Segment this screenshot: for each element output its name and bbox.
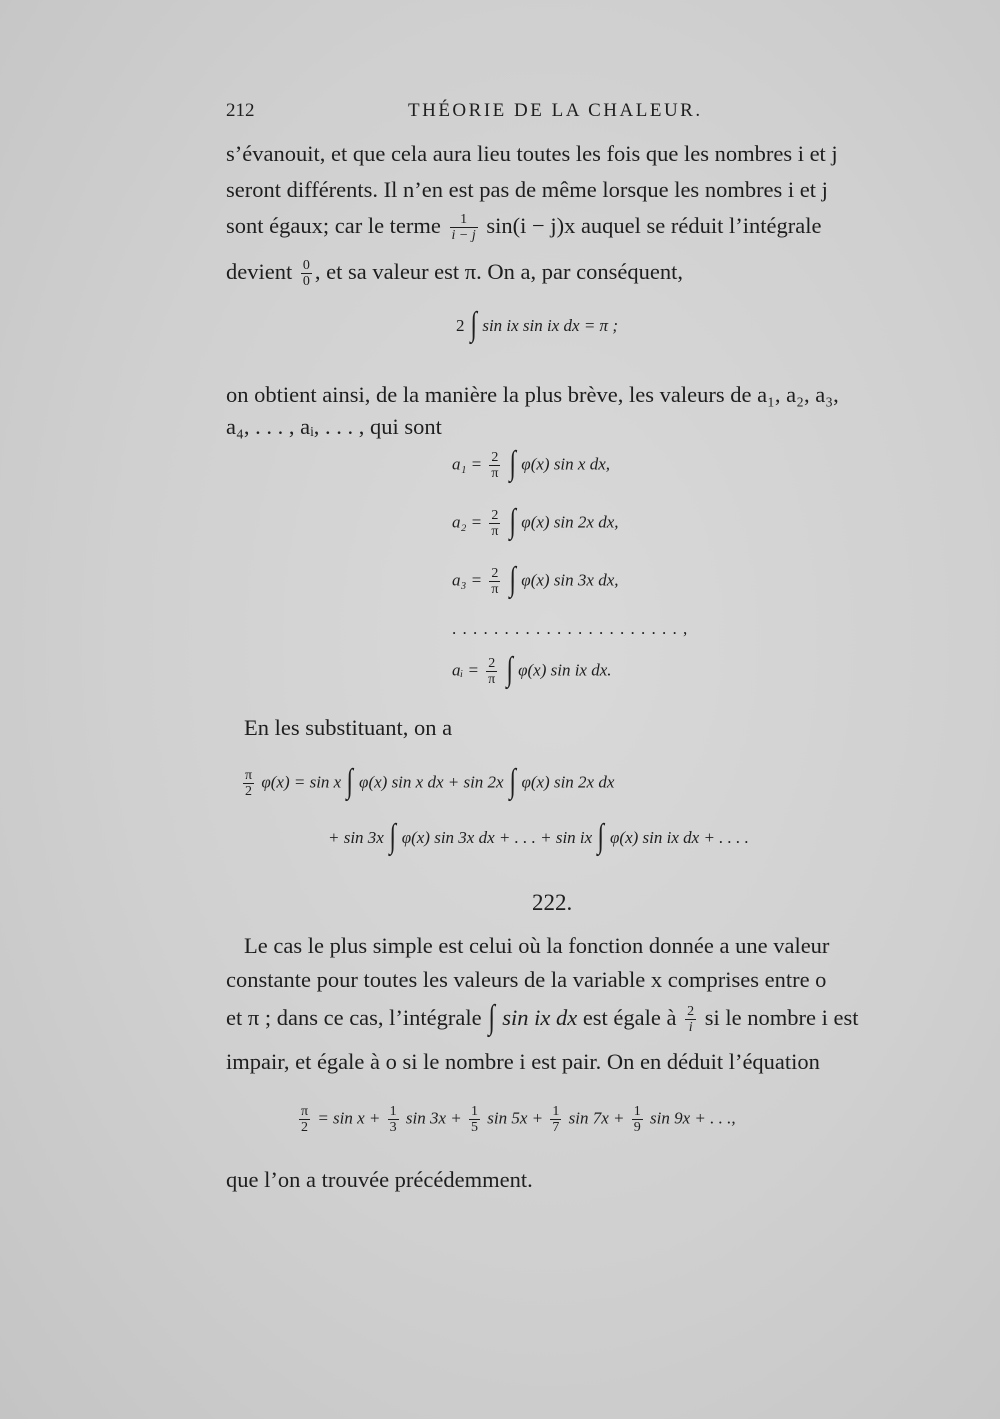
integral-sign-icon: ∫ (509, 762, 516, 800)
integral-sign-icon: ∫ (346, 762, 354, 800)
integral-sign-icon: ∫ (509, 560, 516, 598)
section-number: 222. (532, 890, 573, 915)
series-expansion-line1: $\frac{\pi}{2}$ φ(x) = sin x ∫ φ(x) sin x dx + sin 2x ∫ φ(x) sin 2x dx (245, 762, 615, 800)
paragraph1-line3: sont égaux; car le terme $\frac{1}{i - j}$ sin(i − j)x auquel se réduit l’intégrale (226, 212, 822, 244)
fraction: $\frac{1}{i - j}$ (451, 212, 476, 244)
paragraph1-line2: seront différents. Il n’en est pas de même lorsque les nombres i et j (226, 177, 828, 202)
coefficient-eq-2: a₂ = $\frac{2}{\pi}$ ∫ φ(x) sin 2x dx, (452, 502, 619, 540)
integral-sign-icon: ∫ (505, 650, 513, 688)
section-line1: Le cas le plus simple est celui où la fonction donnée a une valeur (244, 933, 830, 958)
series-expansion-line2: + sin 3x ∫ φ(x) sin 3x dx + . . . + sin ix ∫ φ(x) sin ix dx + . . . . (328, 818, 749, 856)
paragraph2-line1: on obtient ainsi, de la manière la plus brève, les valeurs de a₁, a₂, a₃, (226, 382, 839, 407)
fraction: $\frac{0}{0}$ (302, 258, 310, 290)
integral-sign-icon: ∫ (509, 444, 516, 482)
equation-orthogonality: 2 ∫ sin ix sin ix dx = π ; (456, 306, 618, 344)
coefficient-eq-3: a₃ = $\frac{2}{\pi}$ ∫ φ(x) sin 3x dx, (452, 560, 619, 598)
coefficient-eq-1: a₁ = $\frac{2}{\pi}$ ∫ φ(x) sin x dx, (452, 444, 610, 482)
paragraph2-line2: a₄, . . . , aᵢ, . . . , qui sont (226, 414, 442, 439)
integral-sign-icon: ∫ (488, 998, 496, 1036)
paragraph1-line4: devient $\frac{0}{0}$ , et sa valeur est π. On a, par conséquent, (226, 258, 683, 290)
integral-sign-icon: ∫ (509, 502, 516, 540)
integral-sign-icon: ∫ (470, 306, 477, 344)
section-line2: constante pour toutes les valeurs de la variable x comprises entre o (226, 967, 827, 992)
integral-sign-icon: ∫ (597, 818, 605, 856)
paragraph1-line1: s’évanouit, et que cela aura lieu toutes les fois que les nombres i et j (226, 141, 838, 166)
page-number: 212 (226, 100, 255, 121)
substitution-text: En les substituant, on a (244, 715, 453, 740)
running-title: THÉORIE DE LA CHALEUR. (408, 100, 703, 121)
integral-sign-icon: ∫ (389, 818, 397, 856)
section-line4: impair, et égale à o si le nombre i est pair. On en déduit l’équation (226, 1049, 820, 1074)
closing-line: que l’on a trouvée précédemment. (226, 1167, 533, 1192)
section-line3: et π ; dans ce cas, l’intégrale ∫ sin ix dx est égale à $\frac{2}{i}$ si le nombre i est (226, 998, 859, 1036)
dots-row: . . . . . . . . . . . . . . . . . . . . . . , (452, 619, 689, 638)
final-equation: $\frac{\pi}{2}$ = sin x + $\frac{1}{3}$ sin 3x + $\frac{1}{5}$ sin 5x + $\frac{1}{7}$ sin 7x + $\frac{1}{9}$ sin 9x + . . ., (301, 1104, 736, 1135)
coefficient-eq-i: aᵢ = $\frac{2}{\pi}$ ∫ φ(x) sin ix dx. (452, 650, 612, 688)
